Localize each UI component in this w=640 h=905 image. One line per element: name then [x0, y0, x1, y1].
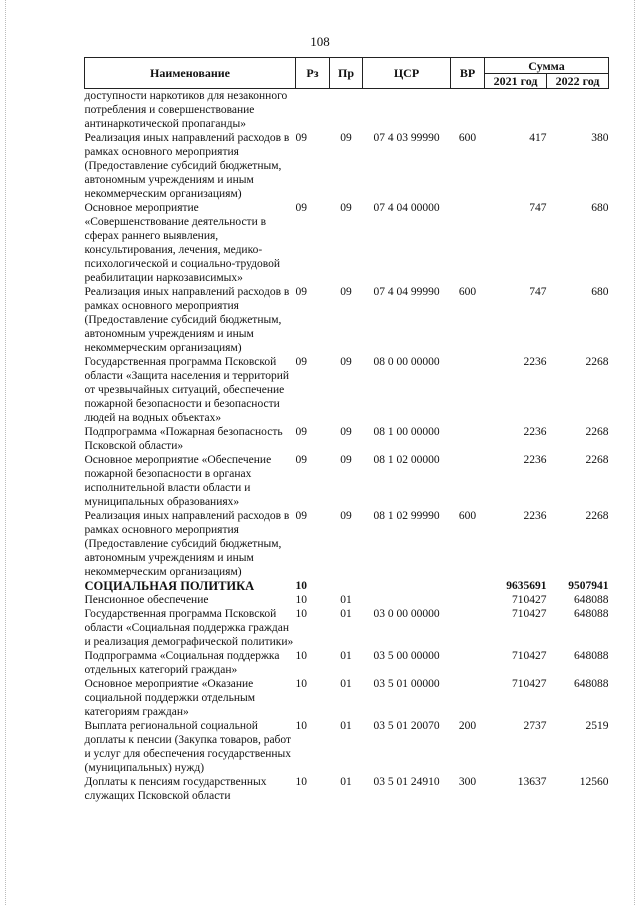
- cell-pr: [330, 89, 363, 132]
- header-rz: Рз: [296, 58, 330, 89]
- cell-sum-2021: 710427: [512, 594, 547, 606]
- cell-sum-2022: [547, 89, 609, 132]
- cell-sum-2022: 648088: [574, 678, 609, 690]
- cell-rz: 10: [295, 580, 307, 592]
- header-year-2022: 2022 год: [547, 74, 609, 89]
- cell-sum-2022: 12560: [579, 776, 609, 788]
- cell-vr: 600: [458, 132, 477, 144]
- table-row: [85, 677, 609, 719]
- table-row: [85, 775, 609, 803]
- cell-vr: 200: [458, 720, 477, 732]
- cell-rz: 09: [295, 426, 307, 438]
- cell-sum-2021: 710427: [512, 608, 547, 620]
- table-row: [85, 201, 609, 285]
- section-row: [85, 579, 609, 593]
- cell-csr: 08 1 02 99990: [373, 510, 440, 522]
- scan-edge-left: [5, 0, 7, 905]
- cell-rz: 09: [295, 356, 307, 368]
- cell-sum-2022: 9507941: [568, 580, 609, 592]
- cell-csr: 03 5 01 24910: [373, 776, 440, 788]
- cell-csr: [363, 593, 451, 607]
- cell-pr: 09: [340, 132, 352, 144]
- cell-csr: 08 0 00 00000: [373, 356, 440, 368]
- cell-sum-2021: 2236: [523, 356, 547, 368]
- cell-rz: 09: [295, 286, 307, 298]
- cell-sum-2021: 747: [529, 286, 547, 298]
- table-row: [85, 509, 609, 579]
- cell-sum-2021: 417: [529, 132, 547, 144]
- cell-sum-2021: 2236: [523, 454, 547, 466]
- cell-sum-2022: 648088: [574, 650, 609, 662]
- cell-pr: 09: [340, 202, 352, 214]
- cell-name: Доплаты к пенсиям государственных служащих Псковской области: [84, 776, 267, 802]
- cell-csr: [363, 579, 451, 593]
- cell-pr: 01: [340, 650, 352, 662]
- cell-name: Реализация иных направлений расходов в рамках основного мероприятия (Предоставление субсидий бюджетным, автономным учреждениям и иным некоммерческим организациям): [84, 510, 290, 578]
- cell-rz: 10: [295, 650, 307, 662]
- cell-rz: 10: [295, 776, 307, 788]
- cell-vr: [451, 425, 485, 453]
- cell-sum-2022: 2268: [585, 356, 609, 368]
- cell-pr: 09: [340, 454, 352, 466]
- cell-rz: 09: [295, 510, 307, 522]
- page-number: 108: [310, 34, 330, 49]
- cell-pr: 09: [340, 286, 352, 298]
- budget-table: [84, 57, 609, 803]
- table-row: [85, 719, 609, 775]
- table-row: [85, 355, 609, 425]
- cell-vr: 600: [458, 510, 477, 522]
- cell-csr: 07 4 04 99990: [373, 286, 440, 298]
- cell-sum-2022: 680: [591, 286, 609, 298]
- header-sum: Сумма: [485, 58, 609, 74]
- scan-edge-right: [634, 0, 636, 905]
- cell-csr: 07 4 03 99990: [373, 132, 440, 144]
- cell-name: Основное мероприятие «Совершенствование деятельности в сферах раннего выявления, консультирования, лечения, медико-психологической и социально-трудовой реабилитации наркозависимых»: [84, 202, 281, 284]
- cell-vr: [451, 593, 485, 607]
- cell-name: Государственная программа Псковской области «Социальная поддержка граждан и реализация демографической политики»: [84, 608, 294, 648]
- table-body: [85, 89, 609, 804]
- cell-vr: [451, 201, 485, 285]
- cell-pr: 01: [340, 608, 352, 620]
- cell-name: Государственная программа Псковской области «Защита населения и территорий от чрезвычайных ситуаций, обеспечение пожарной безопасности и безопасности людей на водных объектах»: [84, 356, 290, 424]
- cell-rz: 10: [295, 720, 307, 732]
- cell-vr: 300: [458, 776, 477, 788]
- header-pr: Пр: [330, 58, 363, 89]
- cell-sum-2022: 648088: [574, 594, 609, 606]
- cell-sum-2022: 2268: [585, 454, 609, 466]
- cell-vr: [451, 579, 485, 593]
- cell-vr: [451, 677, 485, 719]
- cell-sum-2021: 13637: [517, 776, 547, 788]
- cell-sum-2022: 2268: [585, 510, 609, 522]
- cell-vr: [451, 89, 485, 132]
- cell-vr: 600: [458, 286, 477, 298]
- cell-csr: 08 1 02 00000: [373, 454, 440, 466]
- cell-rz: 09: [295, 132, 307, 144]
- table-row: [85, 453, 609, 509]
- cell-sum-2021: 2236: [523, 426, 547, 438]
- cell-name: Основное мероприятие «Оказание социальной поддержки отдельным категориям граждан»: [84, 678, 256, 718]
- cell-pr: 01: [340, 594, 352, 606]
- cell-pr: 09: [340, 356, 352, 368]
- cell-csr: 03 5 01 20070: [373, 720, 440, 732]
- cell-sum-2022: 2268: [585, 426, 609, 438]
- table-row: [85, 649, 609, 677]
- cell-name: Основное мероприятие «Обеспечение пожарной безопасности в органах исполнительной власти области и муниципальных образованиях»: [84, 454, 272, 508]
- header-year-2021: 2021 год: [485, 74, 547, 89]
- cell-vr: [451, 355, 485, 425]
- table-row: [85, 285, 609, 355]
- cell-rz: [296, 89, 330, 132]
- table-row: [85, 425, 609, 453]
- cell-csr: [363, 89, 451, 132]
- cell-name: доступности наркотиков для незаконного потребления и совершенствование антинаркотической пропаганды»: [84, 90, 288, 130]
- cell-name: Подпрограмма «Пожарная безопасность Псковской области»: [84, 426, 283, 452]
- cell-sum-2022: 680: [591, 202, 609, 214]
- cell-name: Реализация иных направлений расходов в рамках основного мероприятия (Предоставление субсидий бюджетным, автономным учреждениям и иным некоммерческим организациям): [84, 286, 290, 354]
- header-name: Наименование: [85, 58, 296, 89]
- cell-csr: 03 5 01 00000: [373, 678, 440, 690]
- cell-name: Подпрограмма «Социальная поддержка отдельных категорий граждан»: [84, 650, 280, 676]
- cell-pr: 09: [340, 510, 352, 522]
- header-csr: ЦСР: [363, 58, 451, 89]
- cell-name: Реализация иных направлений расходов в рамках основного мероприятия (Предоставление субсидий бюджетным, автономным учреждениям и иным некоммерческим организациям): [84, 132, 290, 200]
- cell-csr: 07 4 04 00000: [373, 202, 440, 214]
- cell-pr: [330, 579, 363, 593]
- cell-sum-2022: 380: [591, 132, 609, 144]
- table-row: [85, 131, 609, 201]
- cell-csr: 03 0 00 00000: [373, 608, 440, 620]
- cell-rz: 09: [295, 202, 307, 214]
- cell-sum-2021: 9635691: [506, 580, 547, 592]
- cell-csr: 03 5 00 00000: [373, 650, 440, 662]
- table-row: [85, 89, 609, 132]
- cell-pr: 09: [340, 426, 352, 438]
- cell-name: Выплата региональной социальной доплаты к пенсии (Закупка товаров, работ и услуг для обеспечения государственных (муниципальных) нужд): [84, 720, 292, 774]
- cell-sum-2021: 710427: [512, 650, 547, 662]
- cell-sum-2022: 648088: [574, 608, 609, 620]
- cell-vr: [451, 453, 485, 509]
- cell-csr: 08 1 00 00000: [373, 426, 440, 438]
- cell-pr: 01: [340, 678, 352, 690]
- cell-rz: 10: [295, 594, 307, 606]
- cell-sum-2021: 747: [529, 202, 547, 214]
- table-row: [85, 593, 609, 607]
- cell-rz: 09: [295, 454, 307, 466]
- cell-vr: [451, 649, 485, 677]
- cell-sum-2021: 2236: [523, 510, 547, 522]
- cell-vr: [451, 607, 485, 649]
- table-row: [85, 607, 609, 649]
- cell-pr: 01: [340, 720, 352, 732]
- cell-rz: 10: [295, 608, 307, 620]
- cell-sum-2021: [485, 89, 547, 132]
- table-header: [85, 58, 609, 89]
- cell-name: Пенсионное обеспечение: [84, 594, 209, 606]
- cell-pr: 01: [340, 776, 352, 788]
- cell-name: СОЦИАЛЬНАЯ ПОЛИТИКА: [84, 579, 255, 593]
- cell-rz: 10: [295, 678, 307, 690]
- cell-sum-2022: 2519: [585, 720, 609, 732]
- cell-sum-2021: 2737: [523, 720, 547, 732]
- header-vr: ВР: [451, 58, 485, 89]
- cell-sum-2021: 710427: [512, 678, 547, 690]
